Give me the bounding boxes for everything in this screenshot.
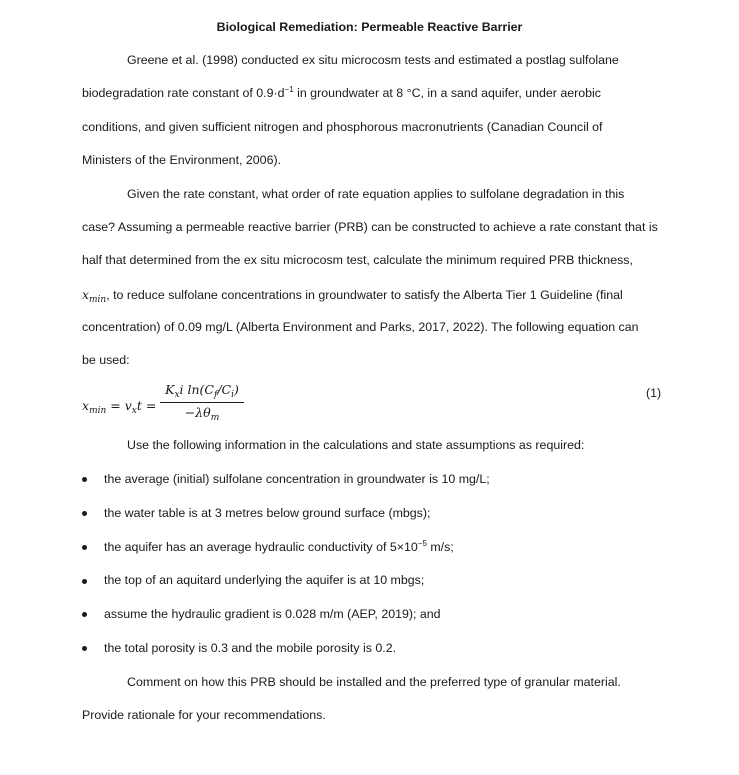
para1-line3: conditions, and given sufficient nitrogen and phosphorous macronutrients (Canadian Council of (82, 120, 603, 134)
bullet-item-1: the average (initial) sulfolane concentration in groundwater is 10 mg/L; (104, 472, 490, 486)
bullet-dot (82, 545, 87, 550)
instructions: Use the following information in the calculations and state assumptions as required: (127, 438, 585, 452)
bullet-item-6: the total porosity is 0.3 and the mobile porosity is 0.2. (104, 641, 397, 655)
bullet-dot (82, 646, 87, 651)
closing-line1: Comment on how this PRB should be installed and the preferred type of granular material. (127, 675, 621, 689)
bullet-dot (82, 612, 87, 617)
equation-numerator: $K_xi$ $\ln(C_f/C_i)$ (160, 382, 244, 403)
equation-number: (1) (646, 386, 662, 400)
equation-fraction (160, 382, 244, 423)
para1-line1: Greene et al. (1998) conducted ex situ microcosm tests and estimated a postlag sulfolane (127, 53, 619, 67)
bullet-dot (82, 477, 87, 482)
para2-line5: concentration) of 0.09 mg/L (Alberta Environment and Parks, 2017, 2022). The following equation can (82, 320, 639, 334)
bullet-item-2: the water table is at 3 metres below ground surface (mbgs); (104, 506, 431, 520)
para2-line3: half that determined from the ex situ microcosm test, calculate the minimum required PRB thickness, (82, 253, 633, 267)
equation-lhs: $x_{min} = v_xt$ = (82, 398, 157, 416)
bullet-item-3: the aquifer has an average hydraulic conductivity of $5\times 10^{-5}$ m/s; (104, 539, 454, 554)
para2-line1: Given the rate constant, what order of rate equation applies to sulfolane degradation in this (127, 187, 625, 201)
bullet-dot (82, 511, 87, 516)
bullet-item-5: assume the hydraulic gradient is 0.028 m/m (AEP, 2019); and (104, 607, 441, 621)
document-title: Biological Remediation: Permeable Reactive Barrier (216, 20, 523, 34)
bullet-item-4: the top of an aquitard underlying the aquifer is at 10 mbgs; (104, 573, 425, 587)
para1-line2: biodegradation rate constant of $0.9\cdot d^{-1}$ in groundwater at 8 °C, in a sand aquifer, under aerobic (82, 85, 601, 100)
equation-denominator: $-\lambda\theta_m$ (184, 405, 220, 423)
para2-line2: case? Assuming a permeable reactive barrier (PRB) can be constructed to achieve a rate constant that is (82, 220, 658, 234)
para2-line6: be used: (82, 353, 130, 367)
para2-line4: $x_{min}$, to reduce sulfolane concentrations in groundwater to satisfy the Alberta Tier 1 Guideline (final (82, 287, 623, 305)
closing-line2: Provide rationale for your recommendations. (82, 708, 326, 722)
para1-line4: Ministers of the Environment, 2006). (82, 153, 282, 167)
bullet-dot (82, 579, 87, 584)
